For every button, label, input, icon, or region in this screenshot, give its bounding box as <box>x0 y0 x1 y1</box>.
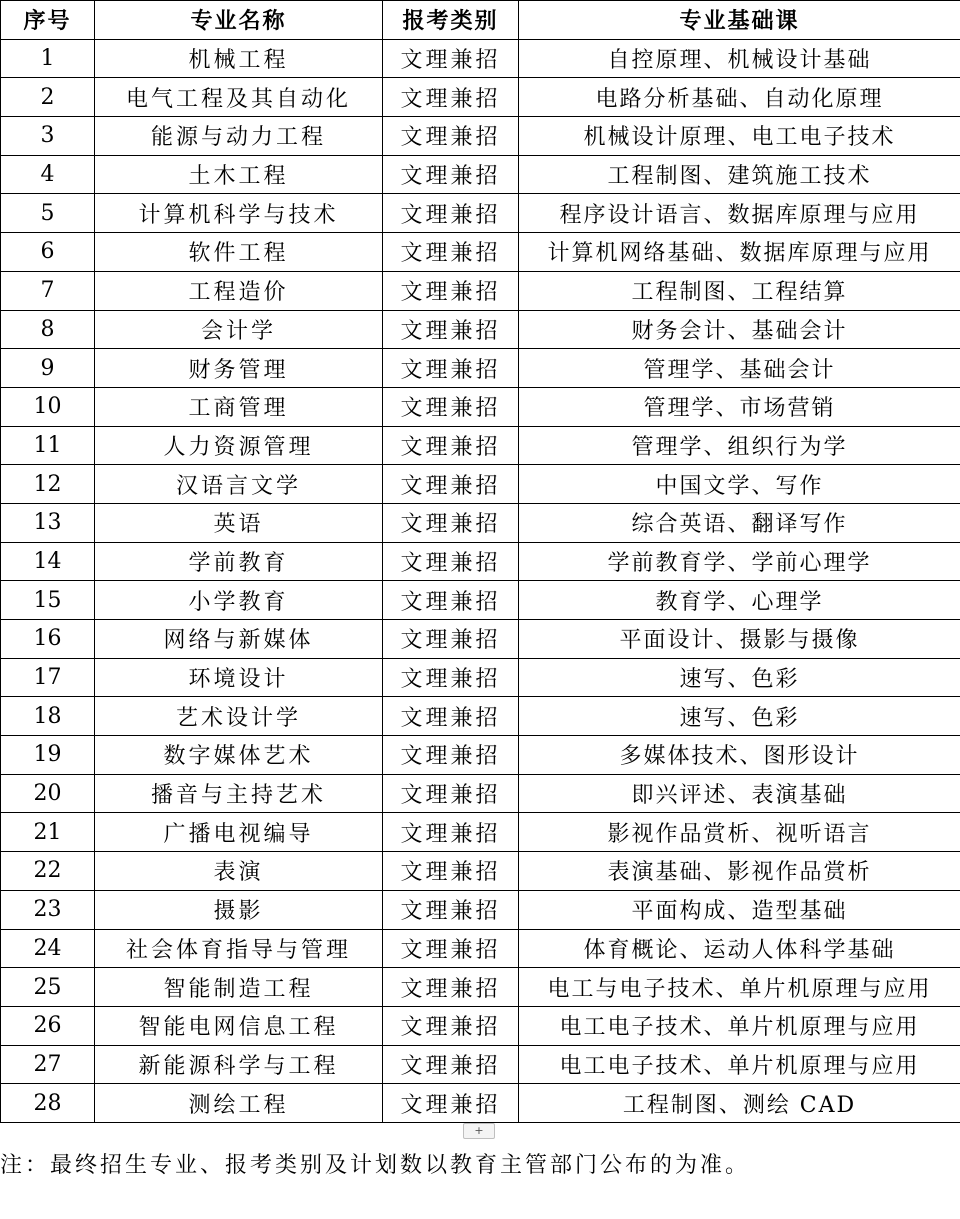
major-name: 机械工程 <box>95 39 383 78</box>
major-name: 汉语言文学 <box>95 465 383 504</box>
exam-category: 文理兼招 <box>383 78 519 117</box>
plus-icon: + <box>474 1124 484 1137</box>
row-index: 25 <box>1 968 95 1007</box>
major-name: 播音与主持艺术 <box>95 774 383 813</box>
exam-category: 文理兼招 <box>383 349 519 388</box>
exam-category: 文理兼招 <box>383 1006 519 1045</box>
major-name: 能源与动力工程 <box>95 117 383 156</box>
row-index: 12 <box>1 465 95 504</box>
table-row <box>1 813 960 852</box>
row-index: 11 <box>1 426 95 465</box>
table-row <box>1 349 960 388</box>
row-index: 7 <box>1 271 95 310</box>
table-row <box>1 155 960 194</box>
foundation-courses: 财务会计、基础会计 <box>519 310 960 349</box>
header-major-name: 专业名称 <box>95 1 383 40</box>
exam-category: 文理兼招 <box>383 658 519 697</box>
major-name: 测绘工程 <box>95 1084 383 1123</box>
row-index: 14 <box>1 542 95 581</box>
table-row <box>1 890 960 929</box>
foundation-courses: 自控原理、机械设计基础 <box>519 39 960 78</box>
foundation-courses: 工程制图、工程结算 <box>519 271 960 310</box>
exam-category: 文理兼招 <box>383 426 519 465</box>
major-name: 智能制造工程 <box>95 968 383 1007</box>
table-row <box>1 271 960 310</box>
table-row <box>1 697 960 736</box>
exam-category: 文理兼招 <box>383 194 519 233</box>
major-name: 环境设计 <box>95 658 383 697</box>
exam-category: 文理兼招 <box>383 697 519 736</box>
foundation-courses: 机械设计原理、电工电子技术 <box>519 117 960 156</box>
header-category: 报考类别 <box>383 1 519 40</box>
table-row <box>1 194 960 233</box>
major-name: 小学教育 <box>95 581 383 620</box>
major-name: 广播电视编导 <box>95 813 383 852</box>
major-name: 工程造价 <box>95 271 383 310</box>
table-header-row <box>1 1 960 40</box>
exam-category: 文理兼招 <box>383 39 519 78</box>
exam-category: 文理兼招 <box>383 117 519 156</box>
foundation-courses: 综合英语、翻译写作 <box>519 503 960 542</box>
table-row <box>1 736 960 775</box>
header-index: 序号 <box>1 1 95 40</box>
exam-category: 文理兼招 <box>383 503 519 542</box>
major-name: 计算机科学与技术 <box>95 194 383 233</box>
major-name: 英语 <box>95 503 383 542</box>
major-name: 会计学 <box>95 310 383 349</box>
row-index: 5 <box>1 194 95 233</box>
foundation-courses: 速写、色彩 <box>519 658 960 697</box>
major-name: 财务管理 <box>95 349 383 388</box>
row-index: 26 <box>1 1006 95 1045</box>
row-index: 6 <box>1 233 95 272</box>
foundation-courses: 电工电子技术、单片机原理与应用 <box>519 1006 960 1045</box>
foundation-courses: 程序设计语言、数据库原理与应用 <box>519 194 960 233</box>
row-index: 13 <box>1 503 95 542</box>
table-row <box>1 117 960 156</box>
major-name: 摄影 <box>95 890 383 929</box>
foundation-courses: 平面构成、造型基础 <box>519 890 960 929</box>
table-row <box>1 78 960 117</box>
row-index: 10 <box>1 387 95 426</box>
foundation-courses: 电路分析基础、自动化原理 <box>519 78 960 117</box>
foundation-courses: 工程制图、建筑施工技术 <box>519 155 960 194</box>
table-row <box>1 465 960 504</box>
row-index: 22 <box>1 852 95 891</box>
row-index: 24 <box>1 929 95 968</box>
exam-category: 文理兼招 <box>383 813 519 852</box>
exam-category: 文理兼招 <box>383 852 519 891</box>
foundation-courses: 体育概论、运动人体科学基础 <box>519 929 960 968</box>
row-index: 19 <box>1 736 95 775</box>
foundation-courses: 管理学、组织行为学 <box>519 426 960 465</box>
exam-category: 文理兼招 <box>383 1045 519 1084</box>
table-row <box>1 929 960 968</box>
foundation-courses: 速写、色彩 <box>519 697 960 736</box>
row-index: 15 <box>1 581 95 620</box>
exam-category: 文理兼招 <box>383 155 519 194</box>
major-name: 学前教育 <box>95 542 383 581</box>
foundation-courses: 电工与电子技术、单片机原理与应用 <box>519 968 960 1007</box>
foundation-courses: 计算机网络基础、数据库原理与应用 <box>519 233 960 272</box>
major-name: 人力资源管理 <box>95 426 383 465</box>
row-index: 4 <box>1 155 95 194</box>
exam-category: 文理兼招 <box>383 1084 519 1123</box>
table-body <box>1 39 960 1122</box>
foundation-courses: 中国文学、写作 <box>519 465 960 504</box>
major-name: 软件工程 <box>95 233 383 272</box>
table-row <box>1 581 960 620</box>
major-name: 土木工程 <box>95 155 383 194</box>
major-name: 智能电网信息工程 <box>95 1006 383 1045</box>
table-row <box>1 1045 960 1084</box>
table-row <box>1 1084 960 1123</box>
foundation-courses: 教育学、心理学 <box>519 581 960 620</box>
row-index: 9 <box>1 349 95 388</box>
exam-category: 文理兼招 <box>383 581 519 620</box>
foundation-courses: 管理学、市场营销 <box>519 387 960 426</box>
exam-category: 文理兼招 <box>383 542 519 581</box>
major-name: 网络与新媒体 <box>95 620 383 659</box>
table-row <box>1 774 960 813</box>
major-name: 新能源科学与工程 <box>95 1045 383 1084</box>
row-index: 8 <box>1 310 95 349</box>
exam-category: 文理兼招 <box>383 968 519 1007</box>
foundation-courses: 管理学、基础会计 <box>519 349 960 388</box>
exam-category: 文理兼招 <box>383 233 519 272</box>
table-row <box>1 1006 960 1045</box>
row-index: 17 <box>1 658 95 697</box>
table-row <box>1 233 960 272</box>
row-index: 3 <box>1 117 95 156</box>
exam-category: 文理兼招 <box>383 890 519 929</box>
foundation-courses: 即兴评述、表演基础 <box>519 774 960 813</box>
exam-category: 文理兼招 <box>383 310 519 349</box>
foundation-courses: 多媒体技术、图形设计 <box>519 736 960 775</box>
table-row <box>1 658 960 697</box>
exam-category: 文理兼招 <box>383 929 519 968</box>
table-row <box>1 852 960 891</box>
major-name: 表演 <box>95 852 383 891</box>
table-row <box>1 426 960 465</box>
table-row <box>1 39 960 78</box>
row-index: 20 <box>1 774 95 813</box>
foundation-courses: 平面设计、摄影与摄像 <box>519 620 960 659</box>
table-row <box>1 542 960 581</box>
row-index: 18 <box>1 697 95 736</box>
row-index: 16 <box>1 620 95 659</box>
row-index: 27 <box>1 1045 95 1084</box>
table-row <box>1 620 960 659</box>
foundation-courses: 电工电子技术、单片机原理与应用 <box>519 1045 960 1084</box>
major-name: 电气工程及其自动化 <box>95 78 383 117</box>
row-index: 28 <box>1 1084 95 1123</box>
header-foundation-courses: 专业基础课 <box>519 1 960 40</box>
foundation-courses: 工程制图、测绘 CAD <box>519 1084 960 1123</box>
foundation-courses: 表演基础、影视作品赏析 <box>519 852 960 891</box>
exam-category: 文理兼招 <box>383 620 519 659</box>
row-index: 21 <box>1 813 95 852</box>
row-index: 23 <box>1 890 95 929</box>
major-name: 数字媒体艺术 <box>95 736 383 775</box>
foundation-courses: 学前教育学、学前心理学 <box>519 542 960 581</box>
foundation-courses: 影视作品赏析、视听语言 <box>519 813 960 852</box>
exam-category: 文理兼招 <box>383 736 519 775</box>
exam-category: 文理兼招 <box>383 465 519 504</box>
table-row <box>1 310 960 349</box>
footnote: 注：最终招生专业、报考类别及计划数以教育主管部门公布的为准。 <box>0 1153 751 1178</box>
table-row <box>1 968 960 1007</box>
table-row <box>1 503 960 542</box>
exam-category: 文理兼招 <box>383 387 519 426</box>
row-index: 2 <box>1 78 95 117</box>
exam-category: 文理兼招 <box>383 271 519 310</box>
major-name: 社会体育指导与管理 <box>95 929 383 968</box>
exam-category: 文理兼招 <box>383 774 519 813</box>
row-index: 1 <box>1 39 95 78</box>
add-row-button[interactable] <box>463 1123 495 1139</box>
major-name: 艺术设计学 <box>95 697 383 736</box>
major-name: 工商管理 <box>95 387 383 426</box>
table-row <box>1 387 960 426</box>
